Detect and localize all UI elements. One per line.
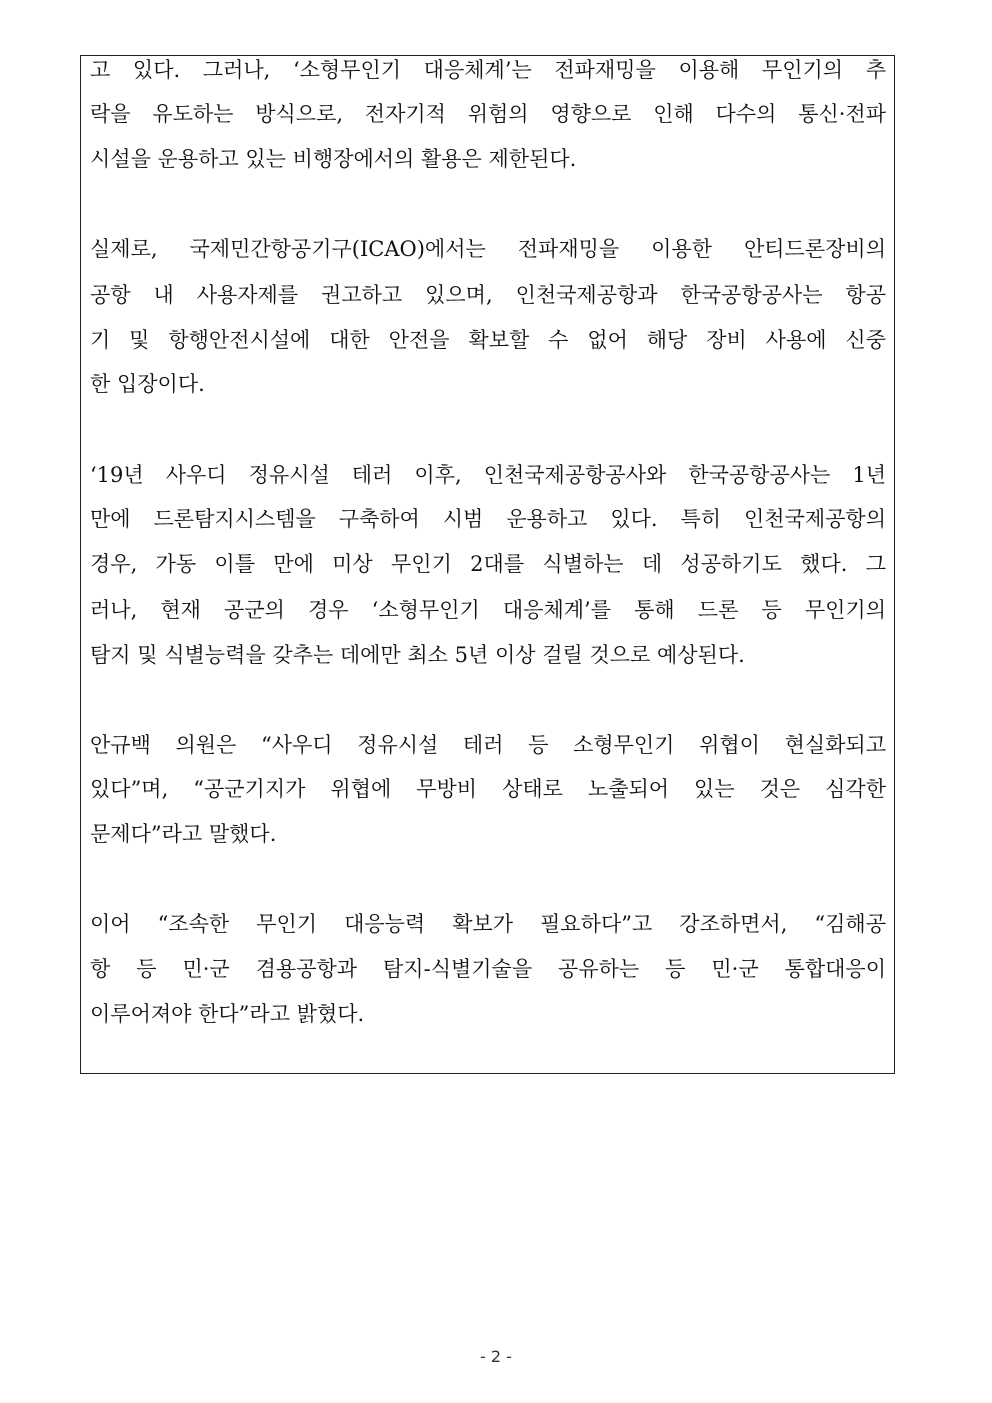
paragraph-3-line-3: 경우, 가동 이틀 만에 미상 무인기 2대를 식별하는 데 성공하기도 했다. 그 (90, 552, 886, 576)
paragraph-3-line-4: 러나, 현재 공군의 경우 ‘소형무인기 대응체계’를 통해 드론 등 무인기의 (90, 598, 886, 622)
paragraph-4-line-2: 있다”며, “공군기지가 위협에 무방비 상태로 노출되어 있는 것은 심각한 (90, 777, 886, 801)
page-number: - 2 - (480, 1347, 512, 1366)
paragraph-5-line-3: 이루어져야 한다”라고 밝혔다. (90, 1002, 365, 1026)
paragraph-2-line-2: 공항 내 사용자제를 권고하고 있으며, 인천국제공항과 한국공항공사는 항공 (90, 283, 886, 307)
paragraph-2-line-1: 실제로, 국제민간항공기구(ICAO)에서는 전파재밍을 이용한 안티드론장비의 (90, 237, 886, 261)
paragraph-1-line-1: 고 있다. 그러나, ‘소형무인기 대응체계’는 전파재밍을 이용해 무인기의 추 (90, 58, 886, 82)
paragraph-5-line-2: 항 등 민·군 겸용공항과 탐지-식별기술을 공유하는 등 민·군 통합대응이 (90, 957, 886, 981)
paragraph-4-line-3: 문제다”라고 말했다. (90, 822, 277, 846)
paragraph-1-line-2: 락을 유도하는 방식으로, 전자기적 위험의 영향으로 인해 다수의 통신·전파 (90, 102, 886, 126)
paragraph-4-line-1: 안규백 의원은 “사우디 정유시설 테러 등 소형무인기 위협이 현실화되고 (90, 733, 886, 757)
paragraph-3-line-1: ‘19년 사우디 정유시설 테러 이후, 인천국제공항공사와 한국공항공사는 1년 (90, 463, 886, 487)
paragraph-2-line-3: 기 및 항행안전시설에 대한 안전을 확보할 수 없어 해당 장비 사용에 신중 (90, 328, 886, 352)
paragraph-3-line-5: 탐지 및 식별능력을 갖추는 데에만 최소 5년 이상 걸릴 것으로 예상된다. (90, 643, 745, 667)
paragraph-1-line-3: 시설을 운용하고 있는 비행장에서의 활용은 제한된다. (90, 147, 577, 171)
paragraph-2-line-4: 한 입장이다. (90, 372, 205, 396)
paragraph-5-line-1: 이어 “조속한 무인기 대응능력 확보가 필요하다”고 강조하면서, “김해공 (90, 912, 886, 936)
paragraph-3-line-2: 만에 드론탐지시스템을 구축하여 시범 운용하고 있다. 특히 인천국제공항의 (90, 507, 886, 531)
